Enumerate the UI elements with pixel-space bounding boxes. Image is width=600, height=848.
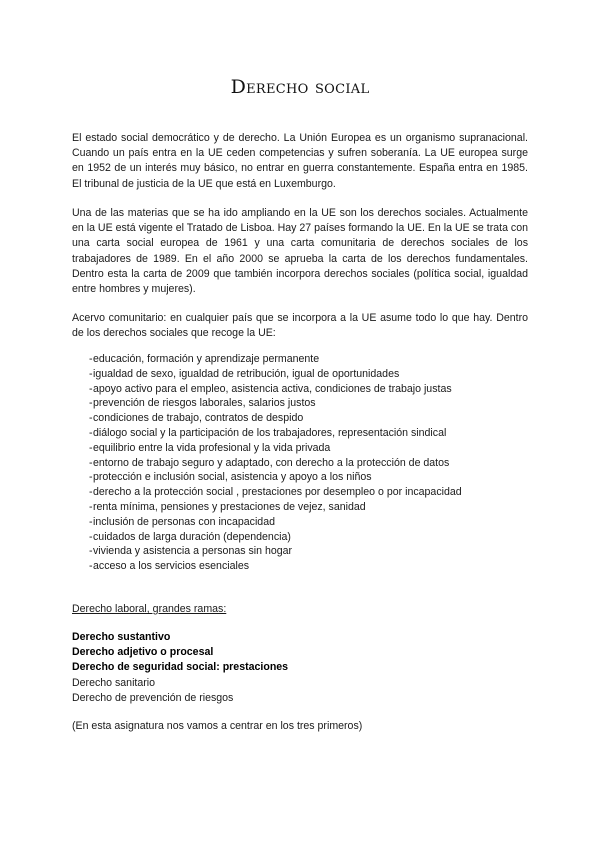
list-marker: -: [89, 353, 93, 365]
paragraph-acervo: Acervo comunitario: en cualquier país que se incorpora a la UE asume todo lo que hay. Dentro de los derechos sociales que recoge la UE:: [72, 312, 528, 340]
list-item-text: diálogo social y la participación de los trabajadores, representación sindical: [93, 426, 447, 439]
list-marker: -: [89, 545, 93, 558]
list-item: [72, 352, 532, 367]
list-item-text: protección e inclusión social, asistencia y apoyo a los niños: [93, 471, 372, 484]
paragraph-intro: El estado social democrático y de derecho. La Unión Europea es un organismo supranacional. Cuando un país entra en la UE ceden competencias y sufren soberanía. La UE europea surge en 1952 de un interés muy básico, no entrar en guerra constantemente. España entra en 1985. El tribunal de justicia de la UE que está en Luxemburgo.: [72, 132, 528, 190]
branch-item: Derecho de prevención de riesgos: [72, 691, 234, 704]
branch-item-bold: Derecho de seguridad social: prestaciones: [72, 661, 289, 674]
branches-heading: Derecho laboral, grandes ramas:: [72, 603, 227, 615]
list-item: [72, 367, 532, 382]
list-item: [72, 426, 532, 441]
list-marker: -: [89, 441, 93, 454]
list-marker: -: [89, 456, 93, 469]
list-item-text: educación, formación y aprendizaje permanente: [93, 353, 320, 365]
list-item: [72, 456, 532, 471]
branches-list: [72, 630, 288, 706]
list-item-text: cuidados de larga duración (dependencia): [93, 530, 291, 543]
list-item-text: condiciones de trabajo, contratos de despido: [93, 412, 304, 425]
page-title: Derecho social: [230, 76, 370, 98]
list-marker: -: [89, 560, 93, 573]
list-item-text: vivienda y asistencia a personas sin hogar: [93, 545, 293, 558]
list-item-text: acceso a los servicios esenciales: [93, 560, 250, 573]
list-marker: -: [89, 397, 93, 410]
list-item-text: igualdad de sexo, igualdad de retribución, igual de oportunidades: [93, 367, 400, 380]
branch-item: Derecho sanitario: [72, 676, 156, 689]
list-item-text: prevención de riesgos laborales, salarios justos: [93, 397, 316, 410]
list-marker: -: [89, 412, 93, 425]
list-item-text: renta mínima, pensiones y prestaciones de vejez, sanidad: [93, 500, 366, 513]
list-marker: -: [89, 515, 93, 528]
course-note: (En esta asignatura nos vamos a centrar en los tres primeros): [72, 720, 363, 732]
list-item-text: entorno de trabajo seguro y adaptado, con derecho a la protección de datos: [93, 456, 450, 469]
list-marker: -: [89, 426, 93, 439]
list-marker: -: [89, 530, 93, 543]
list-item: [72, 382, 532, 397]
list-item-text: derecho a la protección social , prestaciones por desempleo o por incapacidad: [93, 486, 462, 499]
list-item: [72, 411, 532, 426]
rights-list: [72, 352, 532, 574]
list-marker: -: [89, 367, 93, 380]
list-marker: -: [89, 382, 93, 395]
branch-item-bold: Derecho adjetivo o procesal: [72, 646, 214, 659]
list-item: [72, 530, 532, 545]
list-item: [72, 515, 532, 530]
list-item-text: apoyo activo para el empleo, asistencia activa, condiciones de trabajo justas: [93, 382, 452, 395]
list-item: [72, 500, 532, 515]
list-item: [72, 559, 532, 574]
list-item: [72, 441, 532, 456]
paragraph-social-rights: Una de las materias que se ha ido ampliando en la UE son los derechos sociales. Actualmente en la UE está vigente el Tratado de Lisboa. Hay 27 países formando la UE. En la UE se trata con una carta social europea de 1961 y una carta comunitaria de derechos sociales de los trabajadores de 1989. En el año 2000 se aprueba la carta de los derechos fundamentales. Dentro esta la carta de 2009 que también incorpora derechos sociales (política social, igualdad entre hombres y mujeres).: [72, 207, 528, 296]
list-item: [72, 396, 532, 411]
branch-item-bold: Derecho sustantivo: [72, 631, 171, 643]
list-item: [72, 485, 532, 500]
list-marker: -: [89, 471, 93, 484]
list-item-text: equilibrio entre la vida profesional y la vida privada: [93, 441, 331, 454]
list-item-text: inclusión de personas con incapacidad: [93, 515, 275, 528]
list-item: [72, 470, 532, 485]
list-item: [72, 544, 532, 559]
list-marker: -: [89, 486, 93, 499]
list-marker: -: [89, 500, 93, 513]
